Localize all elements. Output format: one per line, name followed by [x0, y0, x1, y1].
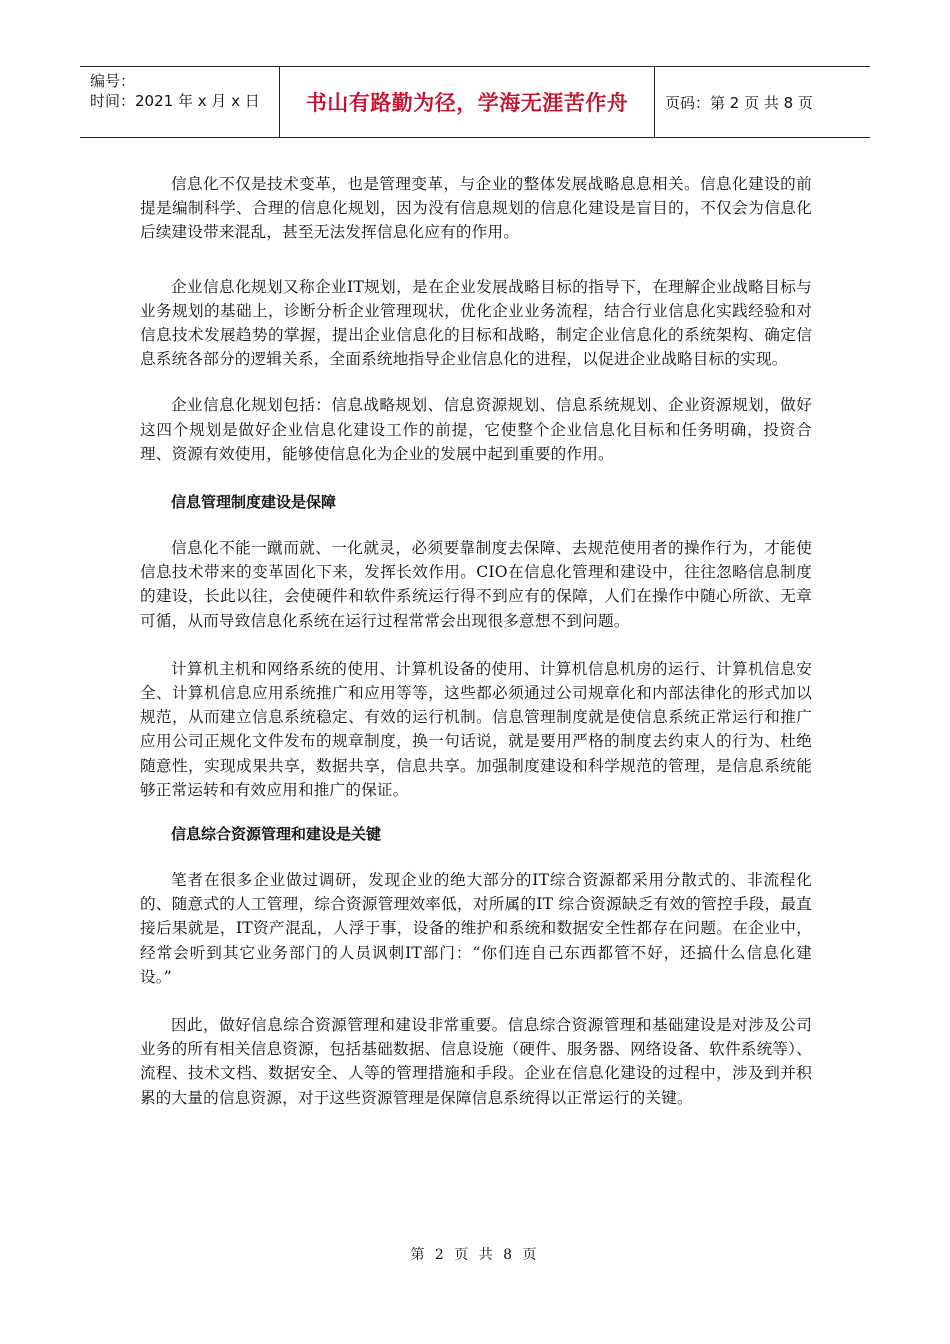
page-header — [80, 66, 870, 138]
header-motto: 书山有路勤为径，学海无涯苦作舟 — [280, 67, 655, 137]
page-footer: 第 2 页 共 8 页 — [410, 1247, 540, 1263]
paragraph: 信息化不能一蹴而就、一化就灵，必须要靠制度去保障、去规范使用者的操作行为，才能使信息技术带来的变革固化下来，发挥长效作用。CIO在信息化管理和建设中，往往忽略信息制度的建设，长此以往，会使硬件和软件系统运行得不到应有的保障，人们在操作中随心所欲、无章可循，从而导致信息化系统在运行过程常常会出现很多意想不到问题。 — [140, 539, 812, 630]
paragraph: 企业信息化规划又称企业IT规划，是在企业发展战略目标的指导下，在理解企业战略目标与业务规划的基础上，诊断分析企业管理现状，优化企业业务流程，结合行业信息化实践经验和对信息技术发展趋势的掌握，提出企业信息化的目标和战略，制定企业信息化的系统架构、确定信息系统各部分的逻辑关系，全面系统地指导企业信息化的进程，以促进企业战略目标的实现。 — [140, 277, 812, 369]
section-heading: 信息管理制度建设是保障 — [171, 493, 337, 512]
paragraph: 企业信息化规划包括：信息战略规划、信息资源规划、信息系统规划、企业资源规划，做好这四个规划是做好企业信息化建设工作的前提，它使整个企业信息化目标和任务明确，投资合理、资源有效使用，能够使信息化为企业的发展中起到重要的作用。 — [140, 396, 812, 463]
header-meta — [80, 67, 280, 137]
section-heading: 信息综合资源管理和建设是关键 — [171, 825, 382, 844]
paragraph: 笔者在很多企业做过调研，发现企业的绝大部分的IT综合资源都采用分散式的、非流程化的、随意式的人工管理，综合资源管理效率低，对所属的IT 综合资源缺乏有效的管控手段，最直接后果就是，IT资产混乱，人浮于事，设备的维护和系统和数据安全性都存在问题。在企业中，经常会听到其它业务部门的人员讽刺IT部门：“你们连自己东西都管不好，还搞什么信息化建设。” — [140, 871, 812, 986]
paragraph: 因此，做好信息综合资源管理和建设非常重要。信息综合资源管理和基础建设是对涉及公司业务的所有相关信息资源，包括基础数据、信息设施（硬件、服务器、网络设备、软件系统等）、流程、技术文档、数据安全、人等的管理措施和手段。企业在信息化建设的过程中，涉及到并积累的大量的信息资源，对于这些资源管理是保障信息系统得以正常运行的关键。 — [140, 1016, 812, 1107]
paragraph: 计算机主机和网络系统的使用、计算机设备的使用、计算机信息机房的运行、计算机信息安全、计算机信息应用系统推广和应用等等，这些都必须通过公司规章化和内部法律化的形式加以规范，从而建立信息系统稳定、有效的运行机制。信息管理制度就是使信息系统正常运行和推广应用公司正规化文件发布的规章制度，换一句话说，就是要用严格的制度去约束人的行为、杜绝随意性，实现成果共享，数据共享，信息共享。加强制度建设和科学规范的管理，是信息系统能够正常运转和有效应用和推广的保证。 — [140, 659, 812, 799]
document-time-label: 时间：2021 年 x 月 x 日 — [90, 92, 260, 110]
header-page-info: 页码：第 2 页 共 8 页 — [665, 93, 813, 112]
document-body — [140, 152, 812, 1110]
document-number-label: 编号： — [90, 72, 136, 90]
paragraph: 信息化不仅是技术变革，也是管理变革，与企业的整体发展战略息息相关。信息化建设的前提是编制科学、合理的信息化规划，因为没有信息规划的信息化建设是盲目的，不仅会为信息化后续建设带来混乱，甚至无法发挥信息化应有的作用。 — [140, 175, 812, 242]
